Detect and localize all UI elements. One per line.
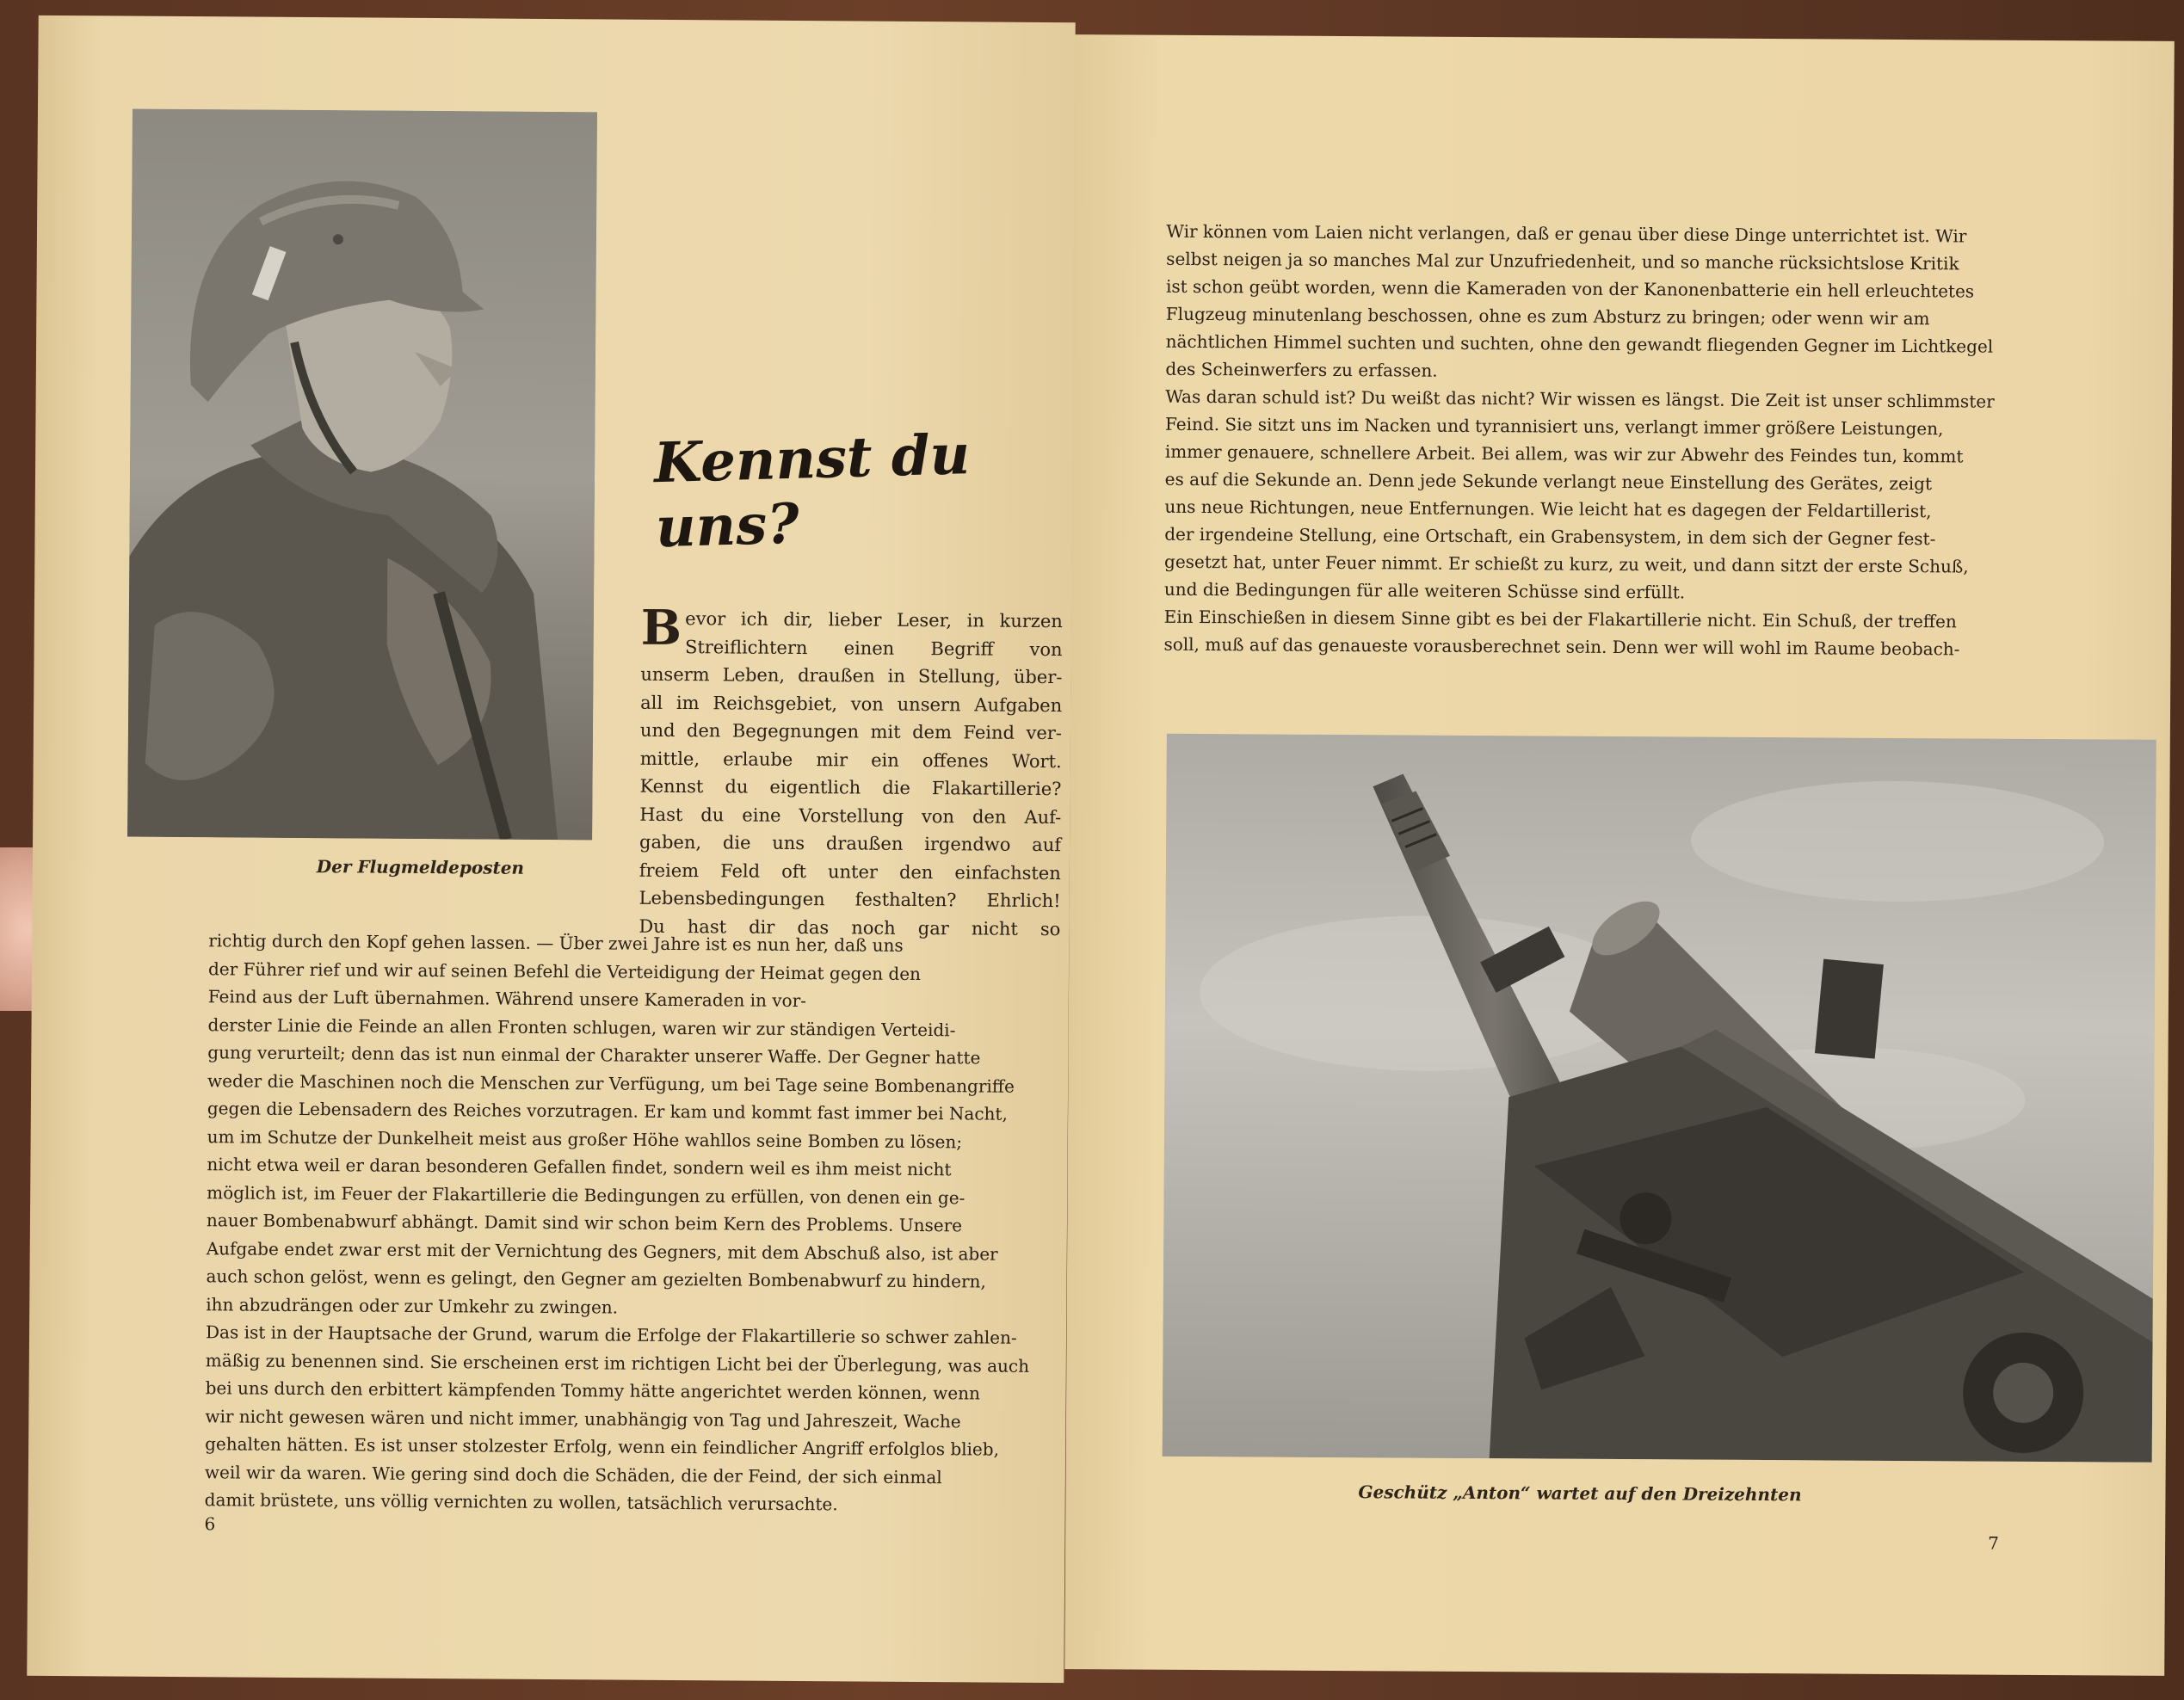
flak-gun-photo-caption: Geschütz „Anton“ wartet auf den Dreizehnten xyxy=(1358,1481,1802,1506)
body-line: Was daran schuld ist? Du weißt das nicht? Wir wissen es längst. Die Zeit ist unser schlimmster xyxy=(1165,385,1995,412)
body-line: nicht etwa weil er daran besonderen Gefallen findet, sondern weil es ihm meist nicht xyxy=(207,1154,952,1180)
body-line: gegen die Lebensadern des Reiches vorzutragen. Er kam und kommt fast immer bei Nacht, xyxy=(207,1098,1008,1124)
main-paragraph-right xyxy=(1163,218,2121,664)
intro-line: unserm Leben, draußen in Stellung, über- xyxy=(640,663,1063,688)
body-line: der irgendeine Stellung, eine Ortschaft, ein Grabensystem, in dem sich der Gegner fest- xyxy=(1164,523,1936,550)
body-line: möglich ist, im Feuer der Flakartillerie die Bedingungen zu erfüllen, von denen ein ge- xyxy=(207,1181,966,1208)
body-line: uns neue Richtungen, neue Entfernungen. Wie leicht hat es dagegen der Feldartillerist, xyxy=(1164,496,1932,522)
body-line: nauer Bombenabwurf abhängt. Damit sind wir schon beim Kern des Problems. Unsere xyxy=(206,1210,963,1236)
body-line: und die Bedingungen für alle weiteren Schüsse sind erfüllt. xyxy=(1163,578,1686,603)
body-line: weil wir da waren. Wie gering sind doch die Schäden, die der Feind, der sich einmal xyxy=(204,1461,942,1488)
soldier-photo xyxy=(127,109,597,841)
body-line: selbst neigen ja so manches Mal zur Unzufriedenheit, und so manche rücksichtslose Kritik xyxy=(1166,248,1959,274)
body-line: weder die Maschinen noch die Menschen zur Verfügung, um bei Tage seine Bombenangriffe xyxy=(207,1069,1015,1097)
intro-line: Du hast dir das noch gar nicht so xyxy=(639,915,1061,939)
body-line: ihn abzudrängen oder zur Umkehr zu zwingen. xyxy=(206,1293,619,1318)
flak-gun-illustration xyxy=(1163,734,2156,1463)
soldier-photo-caption: Der Flugmeldeposten xyxy=(316,856,525,878)
intro-line: gaben, die uns draußen irgendwo auf xyxy=(639,831,1062,856)
flak-gun-photo xyxy=(1163,734,2156,1463)
body-line: des Scheinwerfers zu erfassen. xyxy=(1165,358,1438,381)
body-line: Flugzeug minutenlang beschossen, ohne es zum Absturz zu bringen; oder wenn wir am xyxy=(1165,303,1930,330)
intro-line: mittle, erlaube mir ein offenes Wort. xyxy=(639,748,1062,772)
body-line: Aufgabe endet zwar erst mit der Vernichtung des Gegners, mit dem Abschuß also, ist aber xyxy=(206,1237,998,1265)
body-line: mäßig zu benennen sind. Sie erscheinen erst im richtigen Licht bei der Überlegung, was auch xyxy=(205,1349,1030,1377)
intro-line: Hast du eine Vorstellung von den Auf- xyxy=(639,804,1062,828)
body-line: richtig durch den Kopf gehen lassen. — Über zwei Jahre ist es nun her, daß uns xyxy=(208,930,904,956)
body-line: Das ist in der Hauptsache der Grund, warum die Erfolge der Flakartillerie so schwer zahlen- xyxy=(205,1321,1017,1348)
intro-line: Kennst du eigentlich die Flakartillerie? xyxy=(639,775,1062,800)
body-line: Ein Einschießen in diesem Sinne gibt es bei der Flakartillerie nicht. Ein Schuß, der treffen xyxy=(1163,606,1957,632)
body-line: gehalten hätten. Es ist unser stolzester Erfolg, wenn ein feindlicher Angriff erfolglos blieb, xyxy=(205,1433,1000,1460)
body-line: um im Schutze der Dunkelheit meist aus großer Höhe wahllos seine Bomben zu lösen; xyxy=(207,1125,963,1152)
drop-cap: B xyxy=(640,599,682,657)
body-line: gung verurteilt; denn das ist nun einmal der Charakter unserer Waffe. Der Gegner hatte xyxy=(207,1042,981,1069)
body-line: Wir können vom Laien nicht verlangen, daß er genau über diese Dinge unterrichtet ist. Wir xyxy=(1166,220,1967,247)
body-line: gesetzt hat, unter Feuer nimmt. Er schießt zu kurz, zu weit, und dann sitzt der erste Schuß, xyxy=(1164,551,1969,577)
body-line: derster Linie die Feinde an allen Fronten schlugen, waren wir zur ständigen Verteidi- xyxy=(207,1013,956,1040)
body-line: soll, muß auf das genaueste vorausberechnet sein. Denn wer will wohl im Raume beobach- xyxy=(1163,633,1960,660)
left-page xyxy=(27,15,1075,1683)
page-number-left: 6 xyxy=(204,1513,216,1535)
body-line: bei uns durch den erbittert kämpfenden Tommy hätte angerichtet werden können, wenn xyxy=(205,1377,980,1404)
body-line: immer genauere, schnellere Arbeit. Bei allem, was wir zur Abwehr des Feindes tun, kommt xyxy=(1164,440,1964,467)
intro-line: freiem Feld oft unter den einfachsten xyxy=(639,859,1061,884)
body-line: ist schon geübt worden, wenn die Kameraden von der Kanonenbatterie ein hell erleuchtetes xyxy=(1165,275,1975,302)
body-line: damit brüstete, uns völlig vernichten zu wollen, tatsächlich verursachte. xyxy=(204,1489,838,1515)
main-paragraph-left xyxy=(205,927,1061,1519)
body-line: es auf die Sekunde an. Denn jede Sekunde verlangt neue Einstellung des Gerätes, zeigt xyxy=(1164,468,1933,495)
article-heading: Kennst du uns? xyxy=(652,422,972,561)
body-line: nächtlichen Himmel suchten und suchten, ohne den gewandt fliegenden Gegner im Lichtkegel xyxy=(1165,330,1994,357)
intro-line: all im Reichsgebiet, von unsern Aufgaben xyxy=(640,692,1063,716)
page-number-right: 7 xyxy=(1988,1532,1999,1554)
right-page xyxy=(1064,34,2175,1676)
body-line: Feind. Sie sitzt uns im Nacken und tyrannisiert uns, verlangt immer größere Leistungen, xyxy=(1164,413,1944,440)
soldier-illustration xyxy=(127,109,597,841)
body-line: wir nicht gewesen wären und nicht immer, unabhängig von Tag und Jahreszeit, Wache xyxy=(205,1405,961,1432)
body-line: der Führer rief und wir auf seinen Befehl die Verteidigung der Heimat gegen den xyxy=(207,958,922,984)
intro-line: und den Begegnungen mit dem Feind ver- xyxy=(639,719,1063,744)
body-line: Feind aus der Luft übernahmen. Während unsere Kameraden in vor- xyxy=(207,986,807,1012)
body-line: auch schon gelöst, wenn es gelingt, den Gegner am gezielten Bombenabwurf zu hindern, xyxy=(206,1266,986,1292)
intro-line: Streiflichtern einen Begriff von xyxy=(684,636,1063,660)
intro-line: Lebensbedingungen festhalten? Ehrlich! xyxy=(639,887,1061,912)
intro-line: evor ich dir, lieber Leser, in kurzen xyxy=(685,608,1063,632)
intro-paragraph xyxy=(639,599,1063,943)
